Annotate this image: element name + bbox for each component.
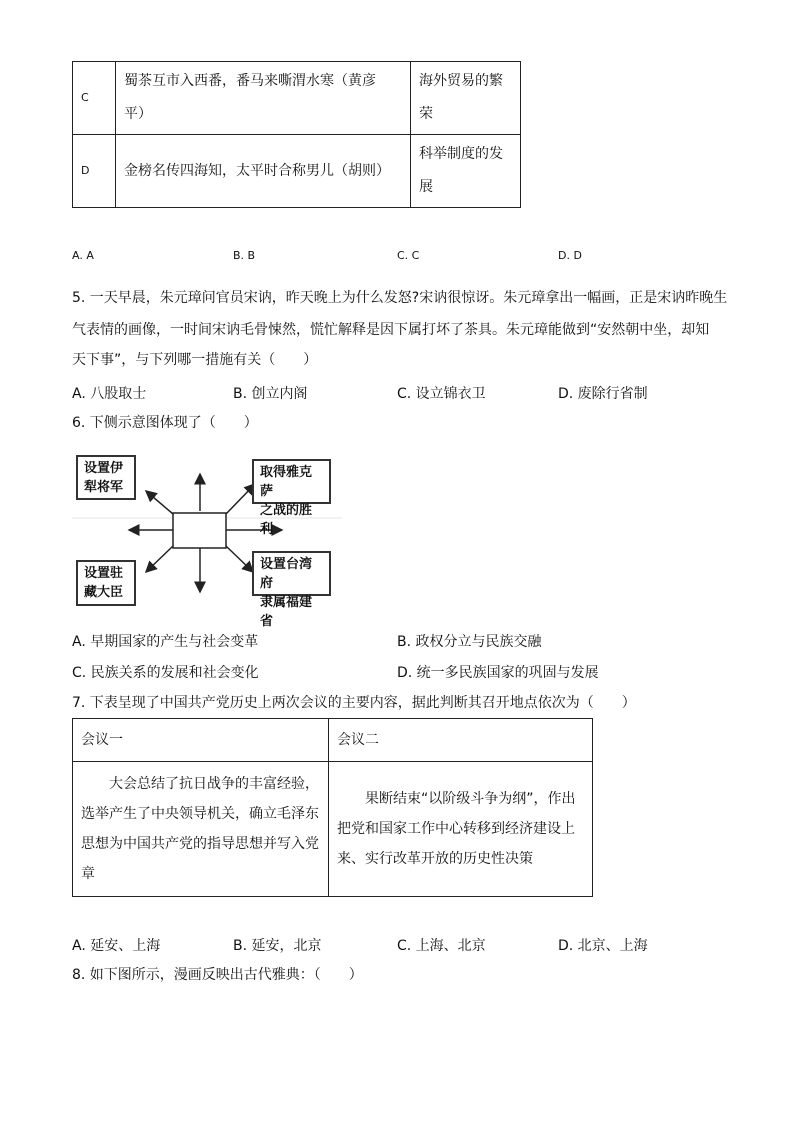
box-line: 藏大臣 <box>84 585 124 600</box>
diagram-box-tibet-minister <box>76 560 136 606</box>
cell-line: 思想为中国共产党的指导思想并写入党 <box>81 836 319 852</box>
unification-diagram <box>72 448 342 629</box>
option-a: A. 八股取士 <box>72 386 147 402</box>
option-d: D. D <box>558 249 582 262</box>
question-5-line: 5. 一天早晨，朱元璋问官员宋讷，昨天晚上为什么发怒?宋讷很惊讶。朱元璋拿出一幅画，正是宋讷昨晚生 <box>72 290 728 306</box>
option-b: B. 创立内阁 <box>233 386 308 402</box>
option-a: A. A <box>72 249 94 262</box>
cell-line: 大会总结了抗日战争的丰富经验， <box>109 776 319 792</box>
history-theme-table <box>72 61 521 208</box>
question-7-stem: 7. 下表呈现了中国共产党历史上两次会议的主要内容，据此判断其召开地点依次为（ ） <box>72 695 636 711</box>
table-cell <box>329 762 593 897</box>
box-line: 设置伊 <box>84 461 124 476</box>
table-cell <box>411 135 521 208</box>
box-line: 取得雅克萨 <box>260 465 313 499</box>
cell-line: 荣 <box>419 106 433 122</box>
cell-line: 金榜名传四海知，太平时合称男儿（胡则） <box>124 163 390 179</box>
option-a: A. 早期国家的产生与社会变革 <box>72 634 259 650</box>
meetings-table <box>72 718 593 897</box>
box-line: 之战的胜利 <box>260 503 313 537</box>
cell-line: 选举产生了中央领导机关，确立毛泽东 <box>81 806 319 822</box>
cell-line: 蜀茶互市入西番，番马来嘶渭水寒（黄彦 <box>124 73 376 89</box>
option-c: C. 设立锦衣卫 <box>397 386 486 402</box>
diagram-box-yaksa-victory <box>252 459 331 537</box>
question-6-stem: 6. 下侧示意图体现了（ ） <box>72 415 258 431</box>
box-line: 犁将军 <box>84 480 124 495</box>
cell-line: 展 <box>419 179 433 195</box>
row-label: C <box>73 62 116 135</box>
cell-line: 把党和国家工作中心转移到经济建设上 <box>337 821 575 837</box>
box-line: 设置台湾府 <box>260 557 313 591</box>
option-d: D. 统一多民族国家的巩固与发展 <box>397 665 599 681</box>
cell-line: 平） <box>124 106 152 122</box>
row-label: D <box>73 135 116 208</box>
option-a: A. 延安、上海 <box>72 938 161 954</box>
cell-line: 来、实行改革开放的历史性决策 <box>337 851 533 867</box>
table-header: 会议二 <box>329 719 593 762</box>
table-cell <box>411 62 521 135</box>
option-d: D. 废除行省制 <box>558 386 648 402</box>
table-cell <box>116 62 411 135</box>
diagram-box-taiwan-prefecture <box>252 551 331 629</box>
option-c: C. 民族关系的发展和社会变化 <box>72 665 259 681</box>
question-5-line: 气表情的画像，一时间宋讷毛骨悚然，慌忙解释是因下属打坏了茶具。朱元璋能做到“安然朝中坐，却知 <box>72 322 710 338</box>
cell-line: 果断结束“以阶级斗争为纲”，作出 <box>365 791 576 807</box>
option-c: C. C <box>397 249 420 262</box>
cell-line: 海外贸易的繁 <box>419 73 503 89</box>
cell-line: 章 <box>81 866 95 882</box>
option-d: D. 北京、上海 <box>558 938 648 954</box>
table-cell <box>116 135 411 208</box>
cell-line: 科举制度的发 <box>419 146 503 162</box>
diagram-box-ili-general <box>76 455 136 500</box>
question-5-line: 天下事”，与下列哪一措施有关（ ） <box>72 352 318 368</box>
table-cell <box>73 762 329 897</box>
table-header: 会议一 <box>73 719 329 762</box>
box-line: 设置驻 <box>84 566 124 581</box>
option-b: B. 延安，北京 <box>233 938 322 954</box>
question-8-stem: 8. 如下图所示，漫画反映出古代雅典：（ ） <box>72 967 363 983</box>
option-b: B. B <box>233 249 256 262</box>
box-line: 隶属福建省 <box>260 595 313 629</box>
option-c: C. 上海、北京 <box>397 938 486 954</box>
option-b: B. 政权分立与民族交融 <box>397 634 542 650</box>
